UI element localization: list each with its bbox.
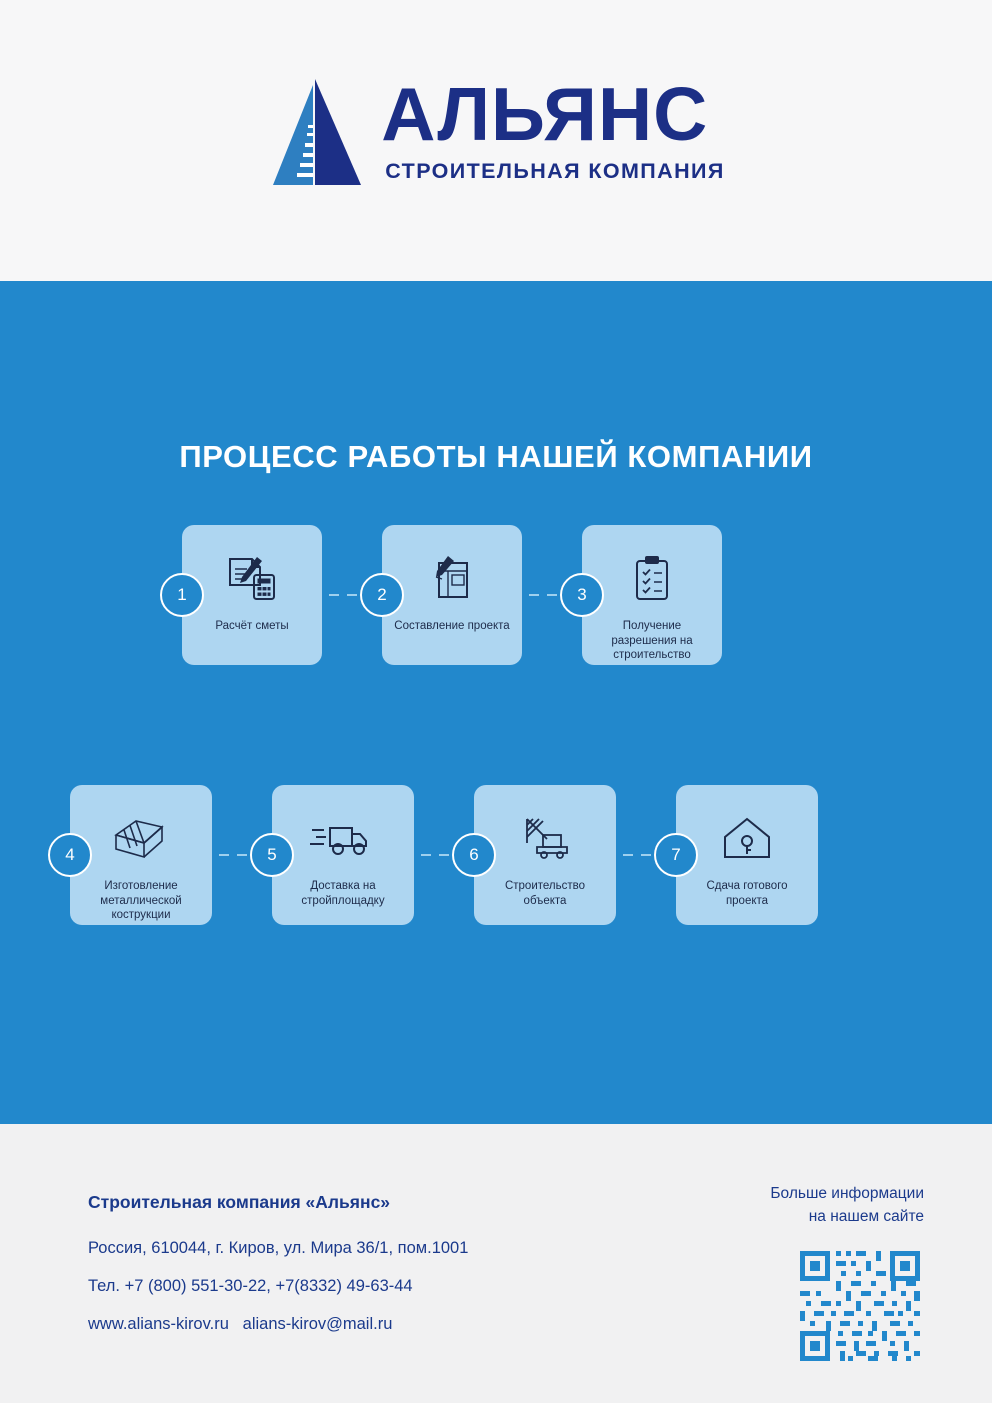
step-label: Составление проекта (394, 620, 510, 632)
logo-text (381, 72, 725, 183)
process-step-7[interactable] (671, 785, 818, 925)
process-step-2[interactable] (377, 525, 522, 665)
step-number-badge: 5 (250, 833, 294, 877)
pyramid-logo-icon (267, 77, 363, 187)
process-panel (0, 281, 992, 1124)
process-step-3[interactable] (577, 525, 722, 665)
process-row-2 (65, 785, 818, 925)
footer-qr-block (714, 1182, 924, 1365)
step-number-badge: 6 (452, 833, 496, 877)
house-key-icon (719, 811, 775, 865)
step-number-badge: 4 (48, 833, 92, 877)
process-row-1 (177, 525, 722, 665)
footer-more-info-line1: Больше информации (770, 1185, 924, 1202)
step-label: Сдача готового проекта (706, 880, 788, 907)
footer-more-info (714, 1182, 924, 1229)
logo-subtitle: СТРОИТЕЛЬНАЯ КОМПАНИЯ (385, 158, 725, 183)
delivery-truck-icon (308, 811, 378, 865)
estimate-calculator-icon (224, 551, 280, 605)
step-number-badge: 7 (654, 833, 698, 877)
process-step-6[interactable] (469, 785, 616, 925)
blueprint-drafting-icon (426, 551, 478, 605)
footer-links (88, 1315, 468, 1334)
header (0, 0, 992, 281)
crane-construction-icon (513, 811, 577, 865)
step-number-badge: 2 (360, 573, 404, 617)
process-step-1[interactable] (177, 525, 322, 665)
qr-code-icon[interactable] (796, 1247, 924, 1365)
process-step-5[interactable] (267, 785, 414, 925)
footer (0, 1124, 992, 1403)
step-number-badge: 1 (160, 573, 204, 617)
logo-title: АЛЬЯНС (381, 72, 709, 157)
process-step-4[interactable] (65, 785, 212, 925)
step-label: Строительство объекта (504, 880, 586, 907)
metal-frame-icon (106, 811, 176, 865)
step-label: Расчёт сметы (215, 620, 289, 632)
step-label: Изготовление металлической кострукции (100, 880, 182, 922)
step-label: Доставка на стройплощадку (301, 880, 385, 907)
footer-website-link[interactable]: www.alians-kirov.ru (88, 1315, 229, 1333)
footer-more-info-line2: на нашем сайте (808, 1208, 924, 1226)
step-label: Получение разрешения на строительство (611, 620, 693, 662)
footer-address: Россия, 610044, г. Киров, ул. Мира 36/1, пом.1001 (88, 1239, 469, 1257)
panel-title: ПРОЦЕСС РАБОТЫ НАШЕЙ КОМПАНИИ (179, 439, 813, 474)
step-number-badge: 3 (560, 573, 604, 617)
footer-email-link[interactable]: alians-kirov@mail.ru (242, 1315, 393, 1333)
clipboard-checklist-icon (629, 551, 675, 605)
footer-company-name: Строительная компания «Альянс» (88, 1192, 391, 1212)
footer-contacts (88, 1192, 468, 1353)
footer-phones: Тел. +7 (800) 551-30-22, +7(8332) 49-63-44 (88, 1277, 413, 1295)
logo (267, 72, 725, 187)
